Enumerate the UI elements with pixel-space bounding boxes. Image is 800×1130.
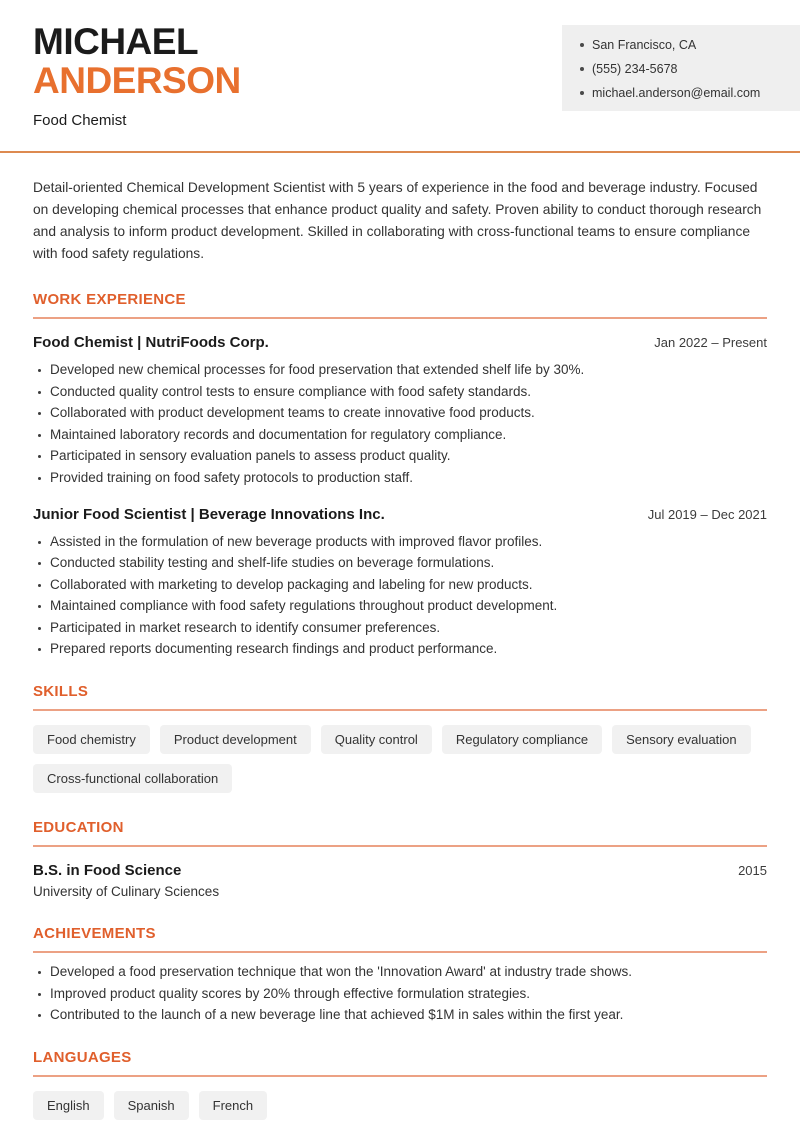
contact-list — [580, 38, 782, 100]
name — [33, 22, 241, 100]
education-year: 2015 — [738, 863, 767, 879]
job-bullet: Participated in market research to identify consumer preferences. — [33, 620, 767, 636]
job-dates: Jan 2022 – Present — [654, 335, 767, 351]
language-chip-list — [33, 1091, 767, 1120]
section-work-experience — [33, 291, 767, 657]
degree: B.S. in Food Science — [33, 862, 182, 880]
skill-chip-list — [33, 725, 767, 793]
contact-item: (555) 234-5678 — [580, 62, 782, 76]
job-header — [33, 334, 767, 351]
job-bullet-list — [33, 534, 767, 658]
skill-chip: Food chemistry — [33, 725, 150, 754]
skill-chip: Quality control — [321, 725, 432, 754]
job-dates: Jul 2019 – Dec 2021 — [647, 506, 767, 522]
job-bullet: Collaborated with marketing to develop packaging and labeling for new products. — [33, 577, 767, 593]
section-heading-achievements: ACHIEVEMENTS — [33, 925, 767, 953]
contact-item: San Francisco, CA — [580, 38, 782, 52]
job-bullet: Participated in sensory evaluation panels to assess product quality. — [33, 448, 767, 464]
content — [0, 177, 800, 1120]
section-heading-work-experience: WORK EXPERIENCE — [33, 291, 767, 319]
summary-text: Detail-oriented Chemical Development Scientist with 5 years of experience in the food and beverage industry. Focused on developing chemical processes that enhance product quality and safety. Proven ability to conduct thorough research and analysis to inform product development. Skilled in collaborating with cross-functional teams to ensure compliance with food safety regulations. — [33, 180, 762, 262]
job-bullet: Conducted quality control tests to ensure compliance with food safety standards. — [33, 384, 767, 400]
contact-card — [562, 25, 800, 111]
skill-chip: Product development — [160, 725, 311, 754]
job-bullet: Collaborated with product development teams to create innovative food products. — [33, 405, 767, 421]
section-heading-education: EDUCATION — [33, 819, 767, 847]
skill-chip: Sensory evaluation — [612, 725, 751, 754]
job-bullet: Assisted in the formulation of new beverage products with improved flavor profiles. — [33, 534, 767, 550]
language-chip: English — [33, 1091, 104, 1120]
contact-item: michael.anderson@email.com — [580, 86, 782, 100]
section-heading-skills: SKILLS — [33, 683, 767, 711]
achievement-bullet: Contributed to the launch of a new beverage line that achieved $1M in sales within the first year. — [33, 1007, 767, 1023]
job-bullet: Prepared reports documenting research findings and product performance. — [33, 641, 767, 657]
skill-chip: Regulatory compliance — [442, 725, 602, 754]
section-education — [33, 819, 767, 899]
section-skills — [33, 683, 767, 793]
job-bullet: Maintained laboratory records and documentation for regulatory compliance. — [33, 427, 767, 443]
school: University of Culinary Sciences — [33, 884, 220, 900]
job-header — [33, 506, 767, 523]
headline: Food Chemist — [33, 112, 127, 130]
job-entry — [33, 506, 767, 658]
last-name: ANDERSON — [33, 60, 241, 102]
skill-chip: Cross-functional collaboration — [33, 764, 232, 793]
section-heading-languages: LANGUAGES — [33, 1049, 767, 1077]
job-title: Food Chemist | NutriFoods Corp. — [33, 334, 269, 352]
achievement-bullet: Developed a food preservation technique that won the 'Innovation Award' at industry trade shows. — [33, 964, 767, 980]
job-bullet: Provided training on food safety protocols to production staff. — [33, 470, 767, 486]
job-bullet: Maintained compliance with food safety regulations throughout product development. — [33, 598, 767, 614]
first-name: MICHAEL — [33, 21, 199, 62]
header — [0, 0, 800, 129]
section-languages — [33, 1049, 767, 1120]
job-entry — [33, 334, 767, 486]
job-bullet: Conducted stability testing and shelf-life studies on beverage formulations. — [33, 555, 767, 571]
job-bullet: Developed new chemical processes for food preservation that extended shelf life by 30%. — [33, 362, 767, 378]
job-bullet-list — [33, 362, 767, 486]
section-achievements — [33, 925, 767, 1023]
header-left — [33, 22, 241, 129]
achievement-bullet: Improved product quality scores by 20% through effective formulation strategies. — [33, 986, 767, 1002]
header-divider — [0, 151, 800, 153]
achievement-list — [33, 964, 767, 1023]
language-chip: French — [199, 1091, 267, 1120]
job-title: Junior Food Scientist | Beverage Innovations Inc. — [33, 505, 385, 523]
language-chip: Spanish — [114, 1091, 189, 1120]
education-row — [33, 862, 767, 879]
job-list — [33, 334, 767, 657]
